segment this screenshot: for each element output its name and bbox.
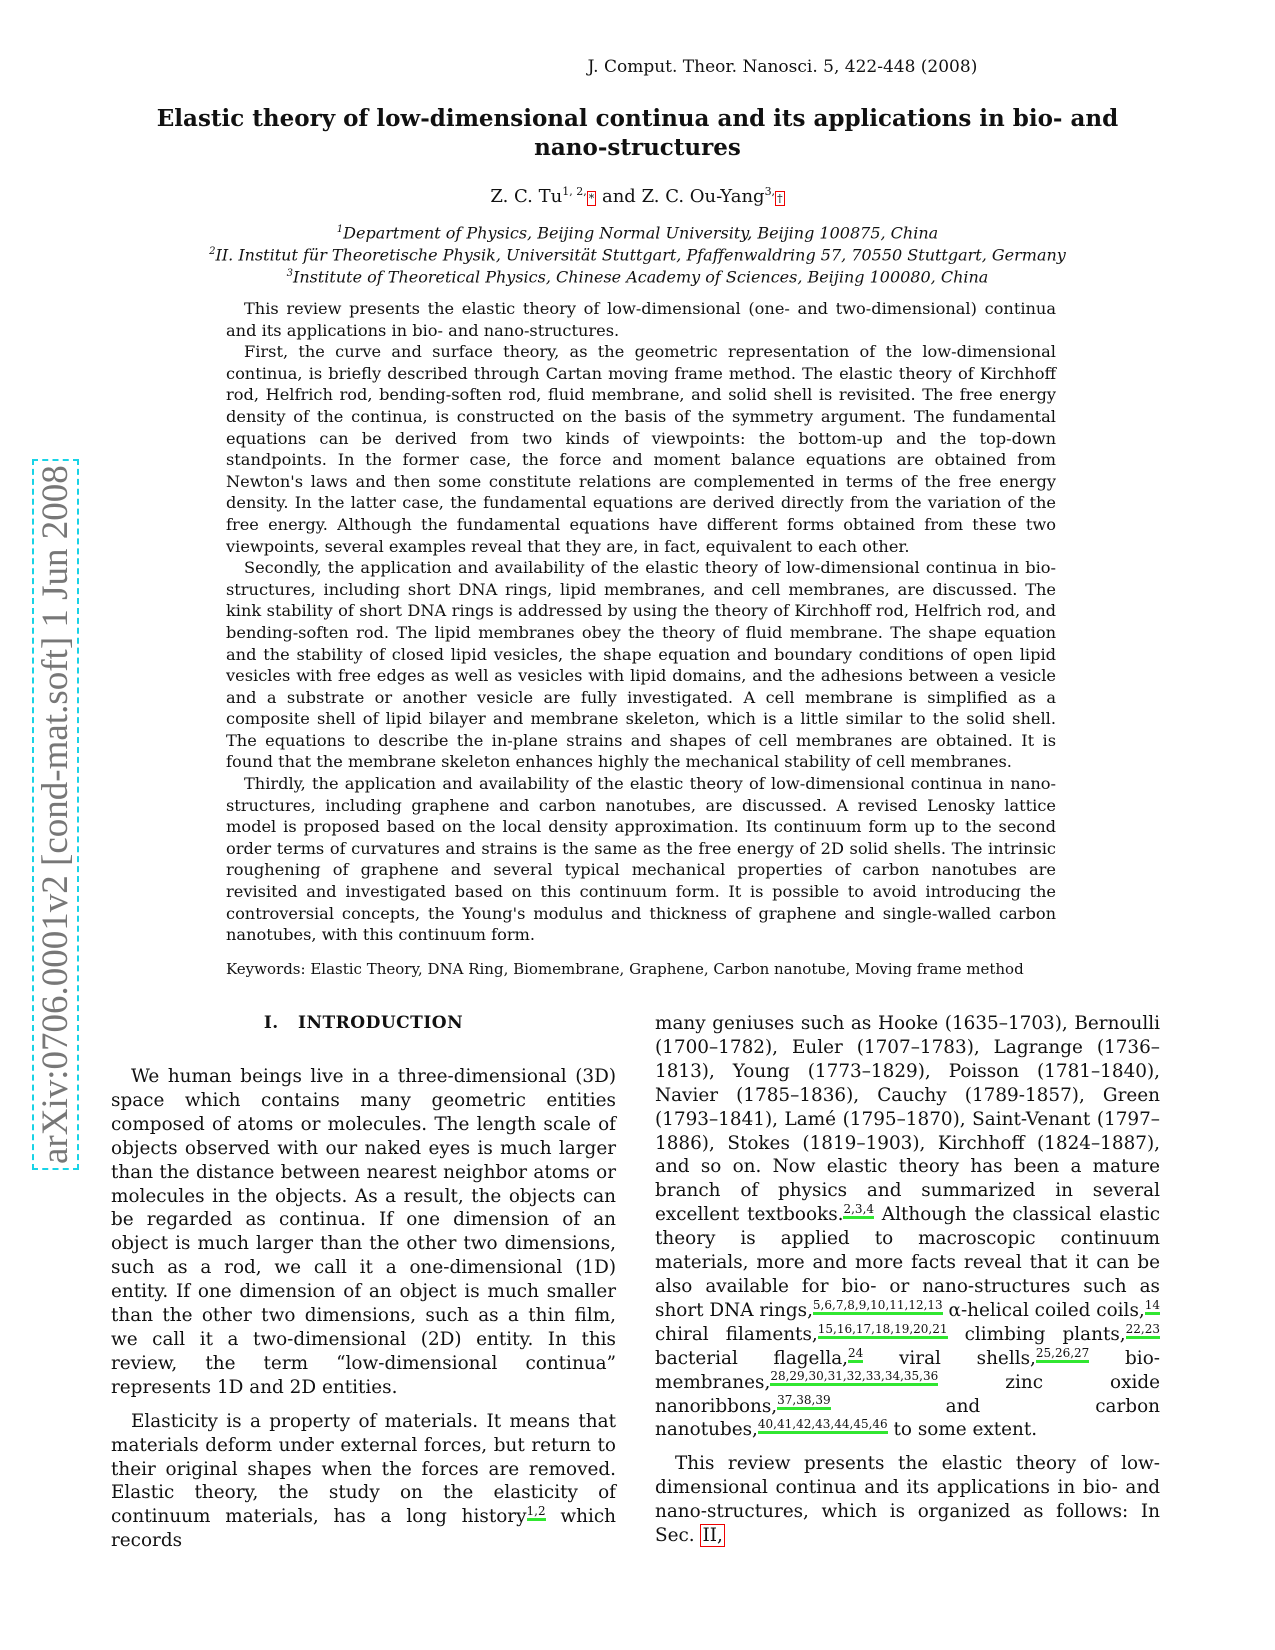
- abstract-paragraph: This review presents the elastic theory of low-dimensional (one- and two-dimensional) continua and its applications in bio- and nano-structures.: [226, 299, 1056, 340]
- journal-reference: J. Comput. Theor. Nanosci. 5, 422-448 (2008): [587, 57, 978, 77]
- left-column: [111, 1065, 616, 1553]
- arxiv-stamp[interactable]: arXiv:0706.0001v2 [cond-mat.soft] 1 Jun 2008: [32, 459, 79, 1170]
- affiliation-2-num: 2: [209, 246, 216, 257]
- text-run: many geniuses such as Hooke (1635–1703), Bernoulli (1700–1782), Euler (1707–1783), Lagrange (1736–1813), Young (1773–1829), Poisson (1781–1840), Navier (1785–1836), Cauchy (1789-1857), Green (1793–1841), Lamé (1795–1870), Saint-Venant (1797–1886), Stokes (1819–1903), Kirchhoff (1824–1887), and so on. Now elastic theory has been a mature branch of physics and summarized in several excellent textbooks.: [655, 1013, 1160, 1226]
- text-run: bio-membranes,: [655, 1347, 1160, 1393]
- section-heading: [111, 1013, 616, 1033]
- author-conjunction: and: [601, 186, 636, 207]
- abstract-paragraph: Thirdly, the application and availability of the elastic theory of low-dimensional continua in nano-structures, including graphene and carbon nanotubes, are discussed. A revised Lenosky lattice model is proposed based on the local density approximation. Its continuum form up to the second order terms of curvatures and strains is the same as the free energy of 2D solid shells. The intrinsic roughening of graphene and several typical mechanical properties of carbon nanotubes are revisited and investigated based on this continuum form. It is possible to avoid introducing the controversial concepts, the Young's modulus and thickness of graphene and single-walled carbon nanotubes, with this continuum form.: [226, 774, 1056, 945]
- section-cross-reference[interactable]: II,: [702, 1525, 723, 1547]
- section-number: I.: [263, 1013, 279, 1033]
- text-run: and carbon nanotubes,: [655, 1395, 1160, 1441]
- author-1-name: Z. C. Tu: [490, 186, 563, 207]
- keywords: Keywords: Elastic Theory, DNA Ring, Biomembrane, Graphene, Carbon nanotube, Moving frame method: [226, 960, 1024, 978]
- author-1-footnote-link[interactable]: *: [588, 192, 595, 205]
- text-run: which records: [111, 1506, 616, 1552]
- citation-link[interactable]: 24: [848, 1346, 863, 1363]
- intro-paragraph-3: [655, 1012, 1160, 1442]
- text-run: bacterial flagella,: [655, 1347, 849, 1369]
- citation-link[interactable]: 25,26,27: [1036, 1346, 1089, 1363]
- affiliation-3: [0, 263, 1275, 288]
- text-run: to some extent.: [887, 1419, 1038, 1441]
- affiliation-1-text: Department of Physics, Beijing Normal University, Beijing 100875, China: [343, 223, 939, 243]
- citation-link[interactable]: 1,2: [527, 1504, 546, 1521]
- text-run: Elasticity is a property of materials. It means that materials deform under external forces, but return to their original shapes when the forces are removed. Elastic theory, the study on the elasticity of continuum materials, has a long history: [111, 1410, 616, 1528]
- intro-paragraph-2: [111, 1410, 616, 1553]
- affiliation-3-num: 3: [286, 268, 294, 279]
- author-2-footnote-link[interactable]: †: [777, 192, 783, 205]
- citation-link[interactable]: 22,23: [1126, 1322, 1160, 1339]
- citation-link[interactable]: 28,29,30,31,32,33,34,35,36: [770, 1369, 938, 1386]
- citation-link[interactable]: 14: [1145, 1298, 1160, 1315]
- citation-link[interactable]: 2,3,4: [843, 1202, 874, 1219]
- abstract: [226, 298, 1056, 946]
- affiliation-3-text: Institute of Theoretical Physics, Chinese Academy of Sciences, Beijing 100080, China: [293, 267, 989, 287]
- text-run: This review presents the elastic theory of low-dimensional continua and its applications in bio- and nano-structures, which is organized as follows: In Sec.: [655, 1453, 1160, 1547]
- text-run: Although the classical elastic theory is applied to macroscopic continuum materials, more and more facts reveal that it can be also available for bio- or nano-structures such as short DNA rings,: [655, 1204, 1160, 1321]
- section-title: INTRODUCTION: [298, 1013, 464, 1033]
- author-line: [0, 185, 1275, 207]
- citation-link[interactable]: 37,38,39: [777, 1393, 830, 1410]
- author-1-affil-sup: 1, 2,: [562, 185, 587, 198]
- author-2-name: Z. C. Ou-Yang: [641, 186, 765, 207]
- author-2-affil-sup: 3,: [764, 185, 776, 198]
- abstract-paragraph: Secondly, the application and availability of the elastic theory of low-dimensional continua in bio-structures, including short DNA rings, lipid membranes, and cell membranes, are discussed. The kink stability of short DNA rings is addressed by using the theory of Kirchhoff rod, Helfrich rod, and bending-soften rod. The lipid membranes obey the theory of fluid membrane. The shape equation and the stability of closed lipid vesicles, the shape equation and boundary conditions of open lipid vesicles with free edges as well as vesicles with lipid domains, and the adhesions between a vesicle and a substrate or another vesicle are fully investigated. A cell membrane is simplified as a composite shell of lipid bilayer and membrane skeleton, which is a little similar to the solid shell. The equations to describe the in-plane strains and shapes of cell membranes are obtained. It is found that the membrane skeleton enhances highly the mechanical stability of cell membranes.: [226, 558, 1056, 772]
- text-run: viral shells,: [863, 1347, 1036, 1369]
- citation-link[interactable]: 5,6,7,8,9,10,11,12,13: [813, 1298, 943, 1315]
- affiliation-1-num: 1: [336, 224, 344, 235]
- citation-link[interactable]: 40,41,42,43,44,45,46: [758, 1417, 888, 1434]
- intro-paragraph-4: [655, 1452, 1160, 1548]
- text-run: climbing plants,: [947, 1323, 1126, 1345]
- intro-paragraph-1: We human beings live in a three-dimensional (3D) space which contains many geometric entities composed of atoms or molecules. The length scale of objects observed with our naked eyes is much larger than the distance between nearest neighbor atoms or molecules in the objects. As a result, the objects can be regarded as continua. If one dimension of an object is much larger than the other two dimensions, such as a rod, we call it a one-dimensional (1D) entity. If one dimension of an object is much smaller than the other two dimensions, such as a thin film, we call it a two-dimensional (2D) entity. In this review, the term “low-dimensional continua” represents 1D and 2D entities.: [111, 1066, 616, 1398]
- text-run: α-helical coiled coils,: [942, 1299, 1145, 1321]
- citation-link[interactable]: 15,16,17,18,19,20,21: [818, 1322, 948, 1339]
- paper-title: Elastic theory of low-dimensional continua and its applications in bio- and nano-structures: [156, 105, 1119, 161]
- abstract-paragraph: First, the curve and surface theory, as the geometric representation of the low-dimensional continua, is briefly described through Cartan moving frame method. The elastic theory of Kirchhoff rod, Helfrich rod, bending-soften rod, fluid membrane, and solid shell is revisited. The free energy density of the continua, is constructed on the basis of the symmetry argument. The fundamental equations can be derived from two kinds of viewpoints: the bottom-up and the top-down standpoints. In the former case, the force and moment balance equations are obtained from Newton's laws and then some constitute relations are complemented in terms of the free energy density. In the latter case, the fundamental equations are derived directly from the variation of the free energy. Although the fundamental equations have different forms obtained from these two viewpoints, several examples reveal that they are, in fact, equivalent to each other.: [226, 342, 1056, 556]
- text-run: zinc oxide nanoribbons,: [655, 1371, 1160, 1417]
- right-column: [655, 1012, 1160, 1548]
- text-run: chiral filaments,: [655, 1323, 818, 1345]
- affiliation-2-text: II. Institut für Theoretische Physik, Universität Stuttgart, Pfaffenwaldring 57, 70550 Stuttgart, Germany: [215, 245, 1066, 265]
